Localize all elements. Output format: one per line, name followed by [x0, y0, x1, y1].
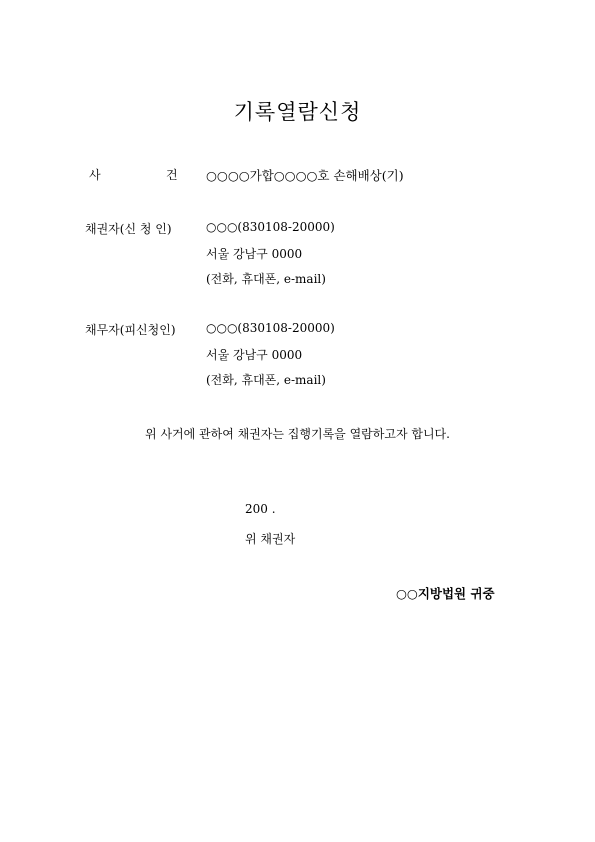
applicant-line: 위 채권자: [245, 532, 296, 546]
creditor-name: ○○○(830108-20000): [206, 220, 335, 234]
creditor-contact: (전화, 휴대폰, e-mail): [206, 272, 326, 286]
debtor-address: 서울 강남구 0000: [206, 348, 303, 362]
date-line: 200 .: [245, 502, 276, 516]
debtor-name: ○○○(830108-20000): [206, 321, 335, 335]
document-title: 기록열람신청: [233, 100, 362, 124]
request-statement: 위 사거에 관하여 채권자는 집행기록을 열람하고자 합니다.: [145, 427, 450, 441]
creditor-address: 서울 강남구 0000: [206, 247, 303, 261]
court-addressee: ○○지방법원 귀중: [396, 586, 495, 601]
case-value: ○○○○가합○○○○호 손해배상(기): [206, 168, 404, 183]
creditor-label: 채권자(신 청 인): [85, 222, 172, 236]
case-label-left: 사: [89, 168, 101, 182]
debtor-contact: (전화, 휴대폰, e-mail): [206, 373, 326, 387]
case-label-right: 건: [166, 168, 178, 182]
debtor-label: 채무자(피신청인): [85, 323, 176, 337]
